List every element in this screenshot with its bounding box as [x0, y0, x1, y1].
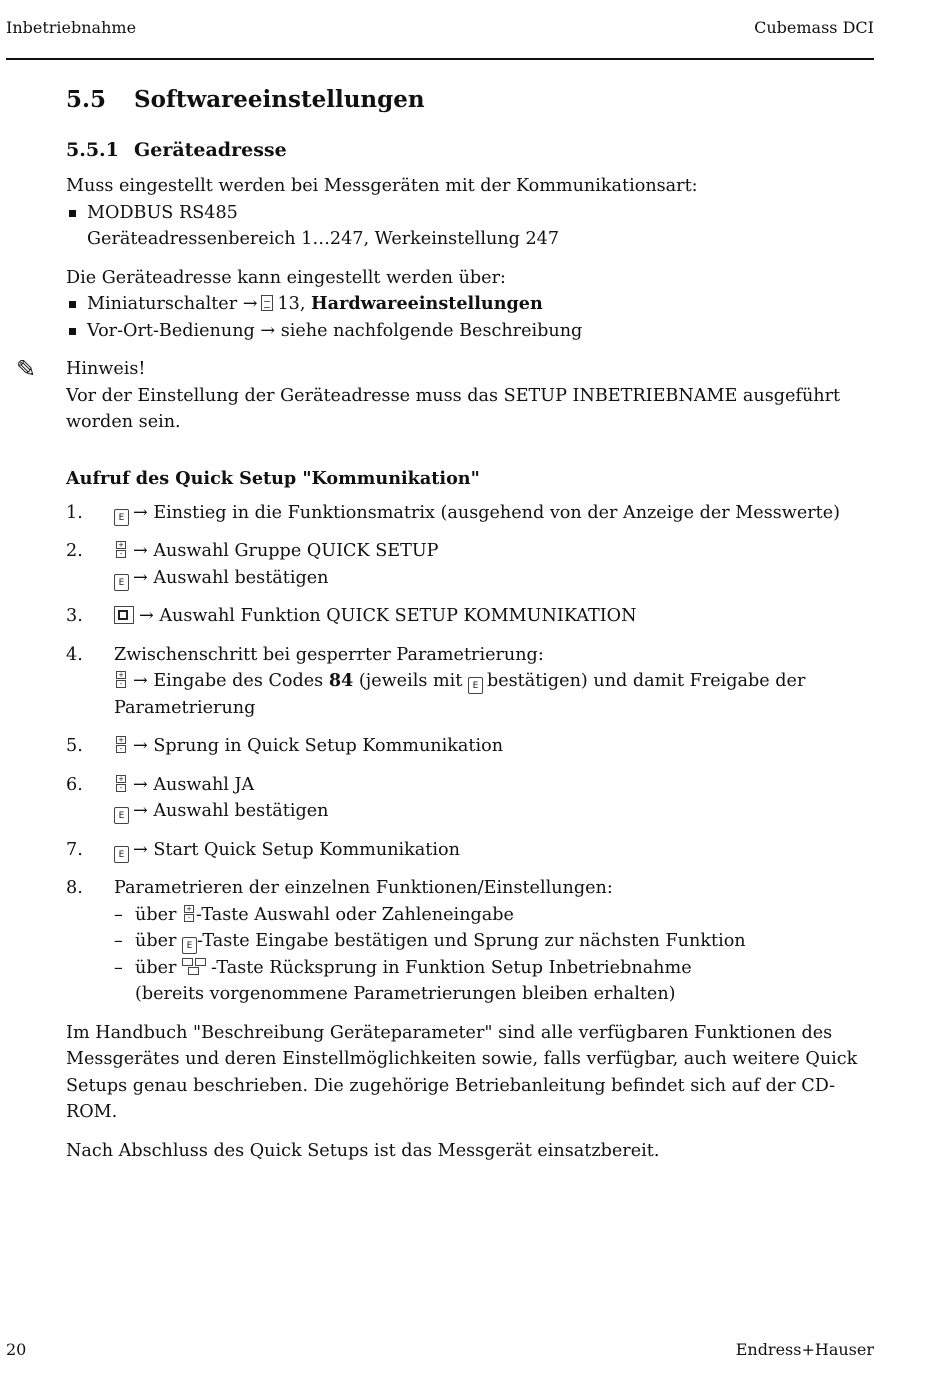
- step-8-line-0: Parametrieren der einzelnen Funktionen/Einstellungen:: [114, 878, 613, 898]
- setting-block: [66, 265, 878, 345]
- step-3-line-1: → Auswahl Funktion QUICK SETUP KOMMUNIKATION: [139, 606, 637, 626]
- plus-minus-key-icon: + -: [114, 671, 128, 689]
- quick-setup-key-icon: [114, 606, 134, 624]
- procedure-title: Aufruf des Quick Setup "Kommunikation": [66, 467, 480, 489]
- step-4-line-1-post: bestätigen) und damit Freigabe der: [486, 671, 806, 691]
- header-product: Cubemass DCI: [754, 18, 874, 37]
- step-8: [66, 875, 878, 1008]
- plus-minus-key-icon: + -: [114, 775, 128, 793]
- step-7: [66, 837, 878, 864]
- pencil-icon: ✎: [16, 355, 37, 383]
- step-8-dash-1: – über + - -Taste Auswahl oder Zahleneingabe: [114, 904, 514, 925]
- step-1-line-1: → Einstieg in die Funktionsmatrix (ausgehend von der Anzeige der Messwerte): [133, 502, 840, 523]
- enter-key-icon: E: [468, 677, 483, 694]
- setting-bullet-1: [66, 291, 878, 318]
- escape-key-icon: [182, 958, 208, 976]
- subsection-heading: [66, 136, 878, 164]
- footer-brand: Endress+Hauser: [735, 1340, 874, 1359]
- setting-bullet-1-link[interactable]: Hardwareeinstellungen: [311, 293, 543, 314]
- step-2: [66, 538, 878, 591]
- section-number: 5.5: [66, 86, 107, 113]
- paragraph-handbook: Im Handbuch "Beschreibung Geräteparameter" sind alle verfügbaren Funktionen des Messgerätes und deren Einstellmöglichkeiten sowie, falls verfügbar, auch weitere Quick Setups genau beschrieben. Die zugehörige Betriebanleitung befindet sich auf der CD-ROM.: [66, 1022, 858, 1122]
- paragraph-ready: Nach Abschluss des Quick Setups ist das Messgerät einsatzbereit.: [66, 1140, 660, 1161]
- step-5-line-1: → Sprung in Quick Setup Kommunikation: [133, 736, 504, 756]
- step-number: 8.: [66, 878, 83, 898]
- enter-key-icon: E: [114, 574, 129, 591]
- step-6-line-1: → Auswahl JA: [133, 774, 255, 795]
- step-4-line-2: Parametrierung: [114, 697, 256, 718]
- setting-text: Die Geräteadresse kann eingestellt werden über:: [66, 267, 506, 288]
- plus-minus-key-icon: + -: [114, 541, 128, 559]
- intro-bullet-sub: Geräteadressenbereich 1…247, Werkeinstellung 247: [87, 229, 560, 249]
- page-content: [16, 84, 878, 1164]
- plus-minus-key-icon: + -: [114, 736, 128, 754]
- intro-text: Muss eingestellt werden bei Messgeräten mit der Kommunikationsart:: [66, 176, 698, 196]
- page-number: 20: [6, 1340, 27, 1359]
- setting-bullet-2: Vor-Ort-Bedienung → siehe nachfolgende Beschreibung: [66, 318, 878, 345]
- step-6: [66, 772, 878, 825]
- step-3: [66, 603, 878, 630]
- step-8-dash-3-sub: (bereits vorgenommene Parametrierungen bleiben erhalten): [135, 984, 676, 1004]
- section-heading: [66, 84, 878, 116]
- enter-key-icon: E: [114, 509, 129, 526]
- step-8-dash-3: – über -Taste Rücksprung in Funktion Setup Inbetriebnahme: [114, 957, 692, 978]
- note-text: Vor der Einstellung der Geräteadresse muss das SETUP INBETRIEBNAME ausgeführt worden sein.: [66, 385, 841, 432]
- step-2-line-2: → Auswahl bestätigen: [133, 567, 329, 588]
- step-2-line-1: → Auswahl Gruppe QUICK SETUP: [133, 541, 439, 561]
- step-4-line-0: Zwischenschritt bei gesperrter Parametrierung:: [114, 644, 544, 665]
- step-number: 3.: [66, 606, 83, 626]
- step-number: 5.: [66, 736, 83, 756]
- note-title: Hinweis!: [66, 359, 146, 379]
- intro-block: [66, 173, 878, 253]
- subsection-number: 5.5.1: [66, 139, 119, 161]
- step-1: [66, 500, 878, 527]
- step-4: [66, 642, 878, 722]
- page-header: [6, 18, 874, 60]
- enter-key-icon: E: [182, 937, 197, 954]
- step-number: 6.: [66, 774, 83, 795]
- header-chapter: Inbetriebnahme: [6, 18, 137, 37]
- setting-bullet-1-pre: Miniaturschalter →: [87, 294, 258, 314]
- note-block: [16, 355, 878, 436]
- step-4-line-1-mid: (jeweils mit: [358, 671, 463, 691]
- step-6-line-2: → Auswahl bestätigen: [133, 801, 329, 821]
- step-number: 2.: [66, 541, 83, 561]
- step-number: 4.: [66, 644, 83, 665]
- section-title: Softwareeinstellungen: [134, 86, 425, 113]
- enter-key-icon: E: [114, 846, 129, 863]
- plus-minus-key-icon: + -: [182, 905, 196, 923]
- page-reference-icon: [261, 295, 273, 311]
- intro-bullet: MODBUS RS485: [66, 200, 878, 227]
- step-5: [66, 733, 878, 760]
- step-4-line-1-pre: → Eingabe des Codes: [133, 671, 324, 691]
- setting-bullet-1-page: 13,: [277, 294, 306, 314]
- enter-key-icon: E: [114, 807, 129, 824]
- step-8-dash-2: – über E -Taste Eingabe bestätigen und Sprung zur nächsten Funktion: [114, 928, 878, 955]
- step-7-line-1: → Start Quick Setup Kommunikation: [133, 839, 460, 860]
- step-number: 7.: [66, 839, 83, 860]
- step-4-code: 84: [328, 670, 354, 691]
- step-number: 1.: [66, 502, 83, 523]
- procedure-steps: [66, 500, 878, 1008]
- subsection-title: Geräteadresse: [134, 139, 287, 161]
